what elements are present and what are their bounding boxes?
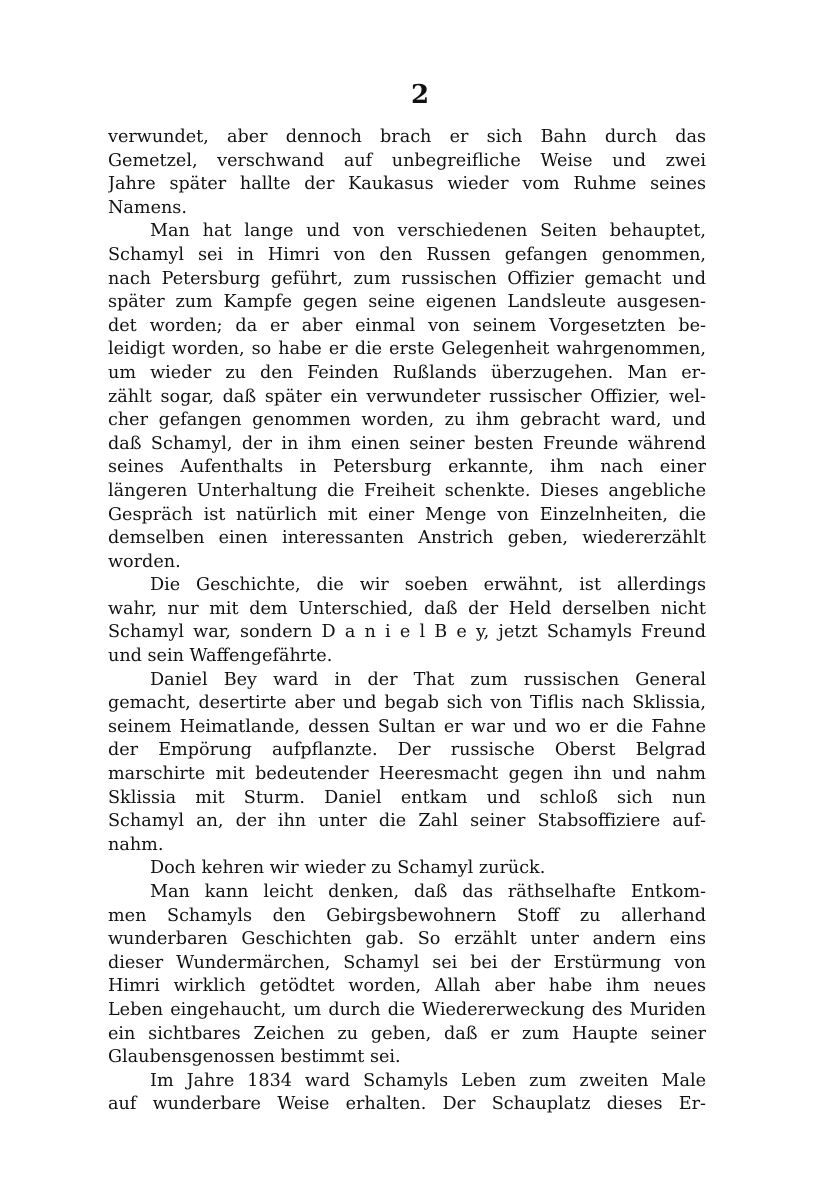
- text-line: Doch kehren wir wieder zu Schamyl zurück.: [150, 858, 546, 879]
- text-line: Schamyl an, der ihn unter die Zahl seiner Stabsoffiziere auf-: [108, 811, 706, 832]
- text-line: Namens.: [108, 197, 187, 218]
- text-line: cher gefangen genommen worden, zu ihm gebracht ward, und: [108, 410, 706, 431]
- text-line: marschirte mit bedeutender Heeresmacht gegen ihn und nahm: [108, 764, 706, 785]
- text-line: Schamyl sei in Himri von den Russen gefangen genommen,: [108, 244, 706, 265]
- text-line: der Empörung aufpflanzte. Der russische Oberst Belgrad: [108, 740, 706, 761]
- text-line: seinem Heimatlande, dessen Sultan er war und wo er die Fahne: [108, 716, 706, 737]
- text-line: seines Aufenthalts in Petersburg erkannte, ihm nach einer: [108, 457, 706, 478]
- text-line: Leben eingehaucht, um durch die Wiedererweckung des Muriden: [108, 999, 706, 1020]
- text-line: nahm.: [108, 834, 164, 855]
- text-line: Im Jahre 1834 ward Schamyls Leben zum zweiten Male: [150, 1070, 706, 1091]
- text-line: zählt sogar, daß später ein verwundeter russischer Offizier, wel-: [108, 386, 706, 407]
- page-number: 2: [410, 80, 430, 110]
- text-line: Man kann leicht denken, daß das räthselhafte Entkom-: [150, 882, 706, 902]
- text-line: längeren Unterhaltung die Freiheit schenkte. Dieses angebliche: [108, 480, 706, 501]
- text-line: verwundet, aber dennoch brach er sich Bahn durch das: [108, 127, 706, 147]
- text-line: daß Schamyl, der in ihm einen seiner besten Freunde während: [108, 433, 706, 454]
- text-line: gemacht, desertirte aber und begab sich von Tiflis nach Sklissia,: [108, 693, 706, 714]
- text-line: wahr, nur mit dem Unterschied, daß der Held derselben nicht: [108, 598, 706, 619]
- text-line: Glaubensgenossen bestimmt sei.: [108, 1047, 401, 1068]
- text-line: Daniel Bey ward in der That zum russischen General: [150, 669, 706, 690]
- text-line: Die Geschichte, die wir soeben erwähnt, ist allerdings: [150, 575, 706, 596]
- text-line: Himri wirklich getödtet worden, Allah aber habe ihm neues: [108, 976, 706, 997]
- text-line: später zum Kampfe gegen seine eigenen Landsleute ausgesen-: [108, 292, 706, 313]
- text-line: um wieder zu den Feinden Rußlands überzugehen. Man er-: [108, 362, 706, 383]
- text-line: auf wunderbare Weise erhalten. Der Schauplatz dieses Er-: [108, 1094, 706, 1115]
- body-text: [108, 126, 706, 1117]
- text-line: ein sichtbares Zeichen zu geben, daß er zum Haupte seiner: [108, 1023, 706, 1044]
- text-line: Sklissia mit Sturm. Daniel entkam und schloß sich nun: [108, 787, 706, 808]
- text-line: Gemetzel, verschwand auf unbegreifliche Weise und zwei: [108, 150, 706, 171]
- text-line: wunderbaren Geschichten gab. So erzählt unter andern eins: [108, 929, 706, 950]
- text-line: Jahre später hallte der Kaukasus wieder vom Ruhme seines: [108, 174, 706, 195]
- text-line: demselben einen interessanten Anstrich geben, wiedererzählt: [108, 528, 706, 549]
- text-line: Man hat lange und von verschiedenen Seiten behauptet,: [150, 221, 706, 242]
- text-line: und sein Waffengefährte.: [108, 646, 333, 667]
- text-line: men Schamyls den Gebirgsbewohnern Stoff zu allerhand: [108, 905, 706, 926]
- text-line: dieser Wundermärchen, Schamyl sei bei der Erstürmung von: [108, 952, 706, 973]
- text-line: Schamyl war, sondern D a n i e l B e y, jetzt Schamyls Freund: [108, 622, 706, 643]
- text-line: leidigt worden, so habe er die erste Gelegenheit wahrgenommen,: [108, 339, 706, 360]
- text-line: det worden; da er aber einmal von seinem Vorgesetzten be-: [108, 315, 706, 336]
- text-line: worden.: [108, 551, 181, 572]
- text-line: Gespräch ist natürlich mit einer Menge von Einzelnheiten, die: [108, 504, 706, 525]
- text-line: nach Petersburg geführt, zum russischen Offizier gemacht und: [108, 268, 706, 289]
